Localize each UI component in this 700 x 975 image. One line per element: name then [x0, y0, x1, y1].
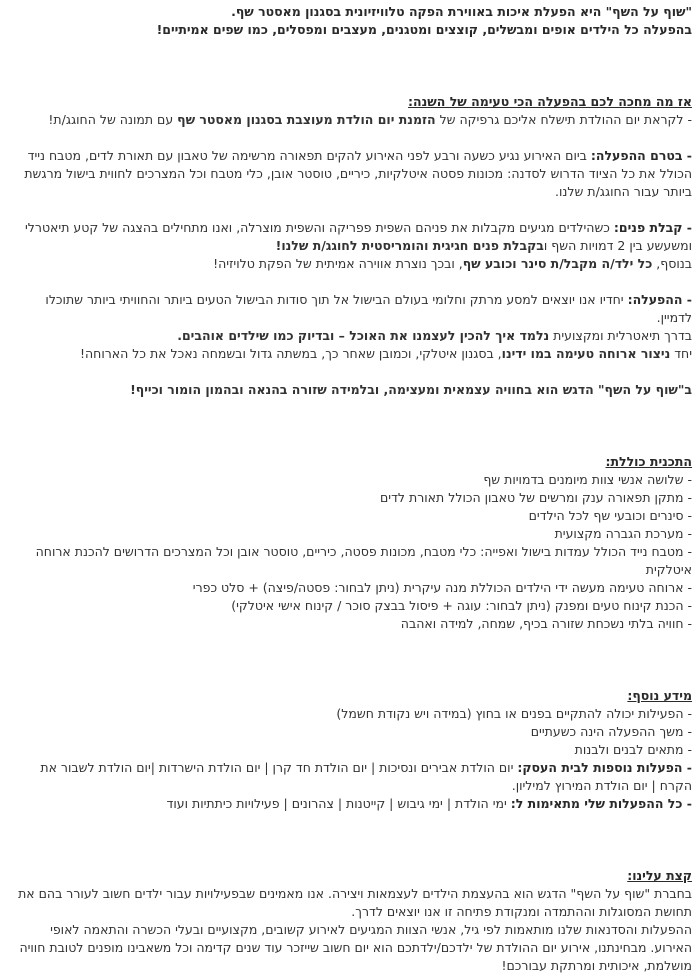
invite-post: עם תמונה של החוגג/ת! [48, 112, 178, 127]
invite-pre: - לקראת יום ההולדת תישלח אליכם גרפיקה של [435, 112, 692, 127]
about-heading: קצת עלינו: [627, 868, 692, 883]
reception-bold-1: בקבלת פנים חגיגית והומריסטית לחוגג/ת שלנו! [275, 238, 544, 253]
about-paragraph-1: בחברת "שוף על השף" הדגש הוא בהעצמת הילדים לעצמאות ויצירה. אנו מאמינים שבפעילויות עבור ילדים חשוב לעורר בהם את תחושת המסוגלות וההתמדה ומנקודת פתיחה זו אנו יוצאים לדרך. [18, 886, 692, 919]
list-item: - מתאים לבנים ולבנות [574, 742, 692, 757]
activity-text-2: בדרך תיאטרלית ומקצועית [549, 328, 692, 343]
list-item: - סינרים וכובעי שף לכל הילדים [528, 508, 692, 523]
list-item: - הכנת קינוח טעים ומפנק (ניתן לבחור: עוגה + פיסול בבצק סוכר / קינוח אישי איטלקי) [231, 598, 692, 613]
reception-paragraph-2 [8, 255, 692, 273]
list-item: - חוויה בלתי נשכחת שזורה בכיף, שמחה, למידה ואהבה [400, 616, 692, 631]
invite-paragraph [8, 111, 692, 129]
list-item: - משך ההפעלה הינה כשעתיים [530, 724, 692, 739]
list-item: - מטבח נייד הכולל עמדות בישול ואפייה: כלי מטבח, מכונות פסטה, כיריים, טוסטר אובן וכל המצרכים הדרושים להכנת ארוחה איטלקית [35, 544, 692, 577]
invite-bold: הזמנת יום הולדת מעוצבת בסגנון מאסטר שף [177, 112, 436, 127]
info-heading: מידע נוסף: [627, 688, 692, 703]
includes-list [8, 471, 692, 633]
reception-text-2: בנוסף, [652, 256, 692, 271]
about-paragraph-2: ההפעלות והסדנאות שלנו מותאמות לפי גיל, אנשי הצוות המגיעים לאירוע קשובים, מקצועיים ובעלי הכשרה והתאמה לאופי האירוע. מבחינתנו, אירוע יום ההולדת של ילדכם/ילדתכם הוא יום חשוב שייזכר עוד שנים קדימה וכל משאבינו מופנים לטובת חוויה מושלמת, איכותית ומרתקת עבורכם! [19, 922, 692, 973]
activity-text-4: , בסגנון איטלקי, וכמובן שאחר כך, במשתה גדול ובשמחה נאכל את כל הארוחה! [79, 346, 502, 361]
reception-paragraph [8, 219, 692, 255]
list-item: - מתקן תפאורה ענק ומרשים של טאבון הכולל תאורת לדים [380, 490, 692, 505]
setup-label: - בטרם ההפעלה: [590, 148, 692, 163]
list-item: - הפעילות יכולה להתקיים בפנים או בחוץ (במידה ויש נקודת חשמל) [336, 706, 692, 721]
what-section [8, 93, 692, 363]
intro-line-2: בהפעלה כל הילדים אופים ומבשלים, קוצצים ומטגנים, מעצבים ומפסלים, כמו שפים אמיתיים! [156, 22, 692, 37]
list-item-more-activities [8, 759, 692, 795]
reception-label: - קבלת פנים: [613, 220, 692, 235]
info-list [8, 705, 692, 813]
reception-text-1: כשהילדים מגיעים מקבלות את פניהם השפית פפריקה והשפית מוצרלה, ואנו מתחילים בהצגה של קטע תיאטרלי ומשעשע בין 2 דמויות השף ו [25, 220, 692, 253]
intro-line-1: "שוף על השף" היא הפעלת איכות באווירת הפקה טלוויזיונית בסגנון מאסטר שף. [231, 4, 692, 19]
intro-block [8, 3, 692, 39]
activity-text-1: יחדיו אנו יוצאים למסע מרתק וחלומי בעולם הבישול אל תוך סודות הבישול הטעים ביותר והחוויתי ביותר שתוכלו לדמיין. [45, 292, 692, 325]
info-section [8, 687, 692, 813]
activity-paragraph-3 [8, 345, 692, 363]
activity-label: - ההפעלה: [627, 292, 692, 307]
activity-bold-2: נלמד איך להכין לעצמנו את האוכל – ובדיוק כמו שילדים אוהבים. [177, 328, 550, 343]
reception-text-3: , ובכך נוצרת אווירה אמיתית של הפקת טלויזיה! [213, 256, 463, 271]
suitable-for-label: - כל ההפעלות שלי מתאימות ל: [510, 796, 692, 811]
what-heading: אז מה מחכה לכם בהפעלה הכי טעימה של השנה: [408, 94, 692, 109]
includes-heading: התכנית כוללת: [605, 454, 692, 469]
includes-section [8, 453, 692, 633]
activity-bold-3: ניצור ארוחה טעימה במו ידינו [501, 346, 671, 361]
more-activities-text: יום הולדת אבירים ונסיכות | יום הולדת חד קרן | יום הולדת הישרדות |יום הולדת לשבור את הקרח | יום הולדת המירוץ למיליון. [40, 760, 692, 793]
activity-text-3: יחד [670, 346, 692, 361]
list-item: - שלושה אנשי צוות מיומנים בדמויות שף [483, 472, 692, 487]
emphasis-line: ב"שוף על השף" הדגש הוא בחוויה עצמאית ומעצימה, ובלמידה שזורה בהנאה ובהמון הומור וכייף! [130, 382, 692, 397]
list-item: - ארוחה טעימה מעשה ידי הילדים הכוללת מנה עיקרית (ניתן לבחור: פסטה/פיצה) + סלט כפרי [192, 580, 692, 595]
activity-paragraph-2 [8, 327, 692, 345]
list-item-suitable-for [8, 795, 692, 813]
activity-paragraph [8, 291, 692, 327]
suitable-for-text: ימי הולדת | ימי גיבוש | קייטנות | צהרונים | פעילויות כיתתיות ועוד [166, 796, 511, 811]
setup-paragraph [8, 147, 692, 201]
more-activities-label: - הפעלות נוספות לבית העסק: [517, 760, 692, 775]
about-section [8, 867, 692, 975]
list-item: - מערכת הגברה מקצועית [554, 526, 692, 541]
reception-bold-2: כל ילד/ה מקבל/ת סינר וכובע שף [462, 256, 653, 271]
setup-text: ביום האירוע נגיע כשעה ורבע לפני האירוע להקים תפאורה מרשימה של טאבון עם תאורת לדים, מטבח נייד הכולל את כל הציוד הדרוש לסדנה: מכונות פסטה איטלקיות, כיריים, טוסטר אובן, כלי מטבח וכל המצרכים לחווית בישול מרגשת ביותר עבור החוגג/ת שלנו. [24, 148, 692, 199]
